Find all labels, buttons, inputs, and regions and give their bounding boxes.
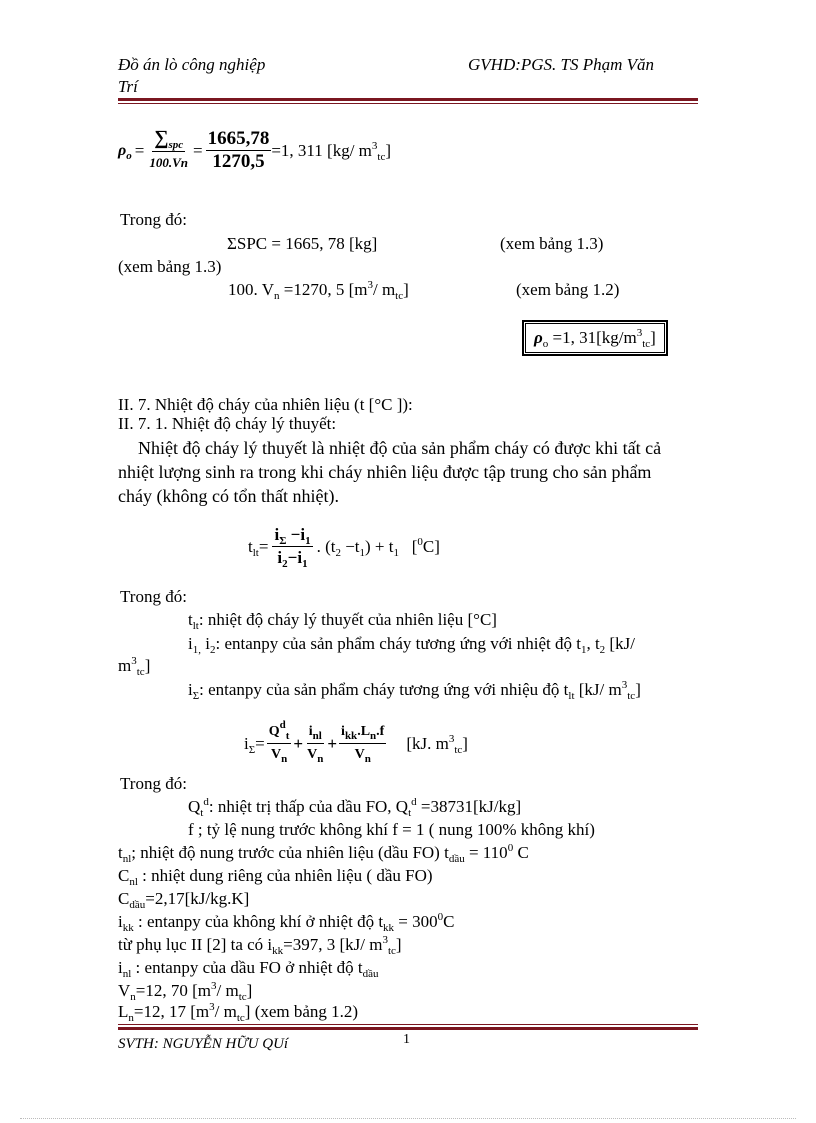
subsection-heading: II. 7. 1. Nhiệt độ cháy lý thuyết: (118, 414, 337, 433)
def-qtd: $Q_t^d$: nhiệt trị thấp của dầu FO, $Q_t^d =38731[kJ/kg]$ (188, 796, 522, 819)
def-ln: $L_n=12$, 17 [$m^3/$ $m_{tc}$] (xem bảng 1.2) (118, 1001, 359, 1024)
spc-ref: (xem bảng 1.3) (500, 234, 604, 253)
paragraph-line-1: Nhiệt độ cháy lý thuyết là nhiệt độ của sản phẩm cháy có được khi tất cả (138, 438, 662, 458)
density-fraction-numeric: $\frac{1665,78}{1270,5}$ (207, 128, 270, 172)
vn-line: 100. $V_n =1270$, 5 [$m^3/$ $m_{tc}$] (228, 279, 409, 302)
spc-ref-wrap: (xem bảng 1.3) (118, 257, 222, 276)
def-f: f ; tỷ lệ nung trước không khí f = 1 ( nung 100% không khí) (188, 820, 595, 839)
def-tlt: $t_{lt}$: nhiệt độ cháy lý thuyết của nhiên liệu [°C] (188, 610, 497, 632)
def-isum: $i_\Sigma$: entanpy của sản phẩm cháy tương ứng với nhiệu độ $t_{lt}$ [kJ/ $m^3_{tc}$] (188, 679, 641, 702)
tlt-equation: $t_{lt}=$ $\frac{i_\Sigma -i_1}{i_2-i_1}$ . $(t_2 -t_1) + t_1$ [$^0$C] (248, 525, 440, 570)
def-inl: $i_{nl}$ : entanpy của dầu FO ở nhiệt độ $t_{dầu}$ (118, 958, 379, 980)
isum-equation: $i_\Sigma=$ $\frac{Q^d_t}{V_n}$ + $\frac{i_{nl}}{V_n}$ + $\frac{i_{kk}.L_n.f}{V_n}$ [kJ. $m^3_{tc}$] (244, 719, 468, 765)
spc-line: ΣSPC = 1665, 78 [kg] (227, 234, 378, 253)
header-course-title: Đồ án lò công nghiệp (118, 55, 266, 74)
page-bottom-edge (20, 1118, 796, 1119)
footer-rule-thick (118, 1027, 698, 1030)
header-advisor: GVHD:PGS. TS Phạm Văn (468, 55, 655, 74)
density-fraction-symbolic: $\frac{\sum_{spc}}{100.Vn}$ (149, 127, 188, 170)
section-heading: II. 7. Nhiệt độ cháy của nhiên liệu (t [°C ]): (118, 395, 413, 414)
def-ikk-value: từ phụ lục II [2] ta có $i_{kk}=397$, 3 [kJ/ $m^3_{tc}$] (118, 934, 402, 957)
paragraph-line-3: cháy (không có tổn thất nhiệt). (118, 486, 339, 506)
header-title-wrap: Trí (118, 77, 138, 96)
page-number: 1 (403, 1032, 410, 1047)
density-result-box: $\rho_o =1$, $31[kg/m^3_{tc}]$ (522, 320, 668, 356)
footer-rule-thin (118, 1024, 698, 1025)
header-rule-thick (118, 98, 698, 101)
where-label-1: Trong đó: (120, 210, 187, 229)
header-rule-thin (118, 103, 698, 104)
density-equation: $\rho_o$ = $\frac{\sum_{spc}}{100.Vn}$ = $\frac{1665,78}{1270,5}$ =1, 311 [kg/ $m^3_{tc}$] (118, 127, 392, 172)
paragraph-line-2: nhiệt lượng sinh ra trong khi cháy nhiên liệu được tập trung cho sản phẩm (118, 462, 652, 482)
def-cnl: $C_{nl}$ : nhiệt dung riêng của nhiên liệu ( dầu FO) (118, 866, 433, 888)
vn-ref: (xem bảng 1.2) (516, 280, 620, 299)
def-tnl: $t_{nl}$; nhiệt độ nung trước của nhiên liệu (dầu FO) $t_{dầu} = 110^0$ C (118, 842, 529, 865)
def-i1-i2-unit-wrap: $m^3_{tc}$] (118, 655, 151, 678)
footer-student: SVTH: NGUYỄN HỮU QUí (118, 1036, 289, 1052)
def-vn: $V_n=12$, 70 [$m^3/$ $m_{tc}$] (118, 980, 253, 1003)
where-label-3: Trong đó: (120, 774, 187, 793)
def-cdau: $C_{dầu}=2,17[kJ/kg.K]$ (118, 889, 250, 911)
def-i1-i2: $i_{1,}$ $i_2$: entanpy của sản phẩm cháy tương ứng với nhiệt độ $t_1$, $t_2$ [kJ/ (188, 634, 635, 656)
def-ikk: $i_{kk}$ : entanpy của không khí ở nhiệt độ $t_{kk} = 300^0C$ (118, 911, 455, 934)
where-label-2: Trong đó: (120, 587, 187, 606)
